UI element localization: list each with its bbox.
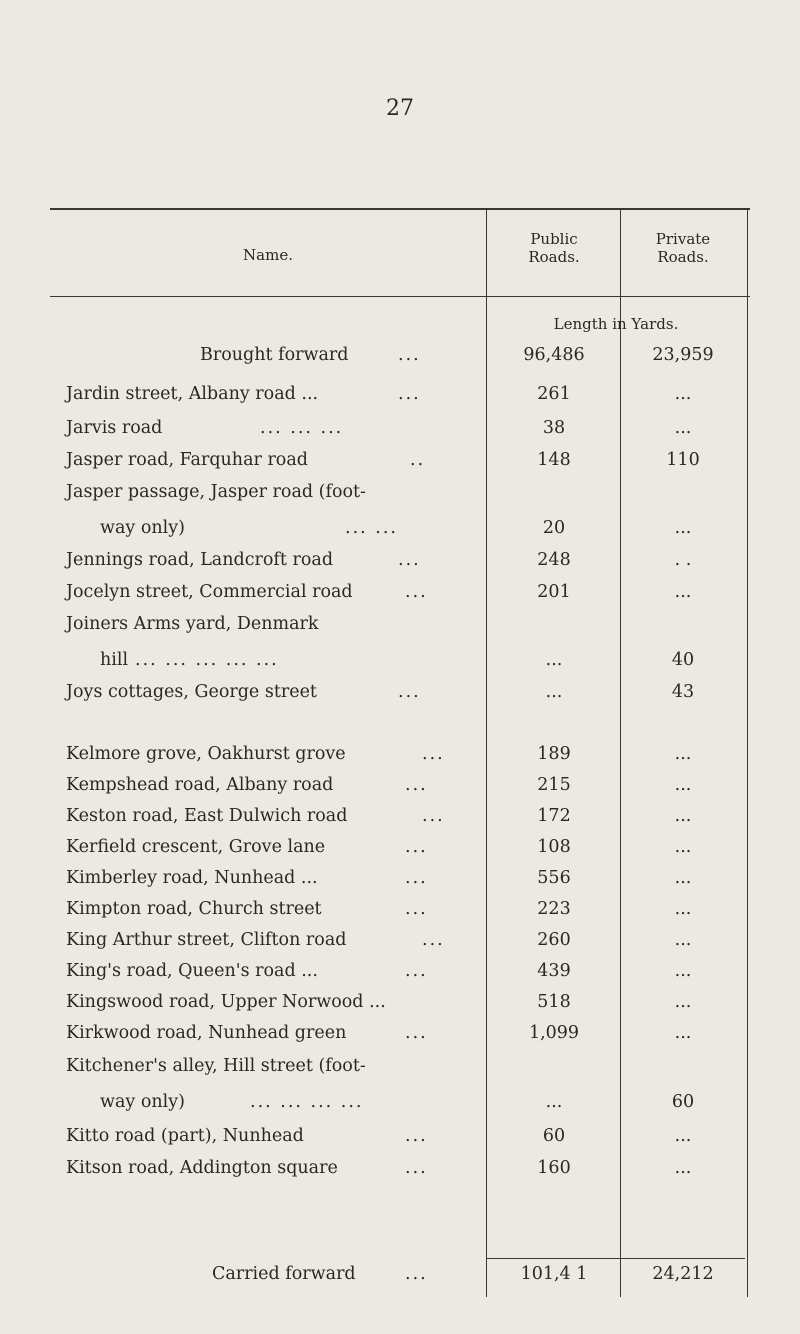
row-name: Kerfield crescent, Grove lane: [66, 837, 326, 857]
private-length: 60: [671, 1092, 695, 1112]
row-name: Carried forward: [212, 1264, 356, 1284]
private-length: ...: [674, 582, 692, 602]
private-length: ...: [674, 775, 692, 795]
leader-dots: ...: [398, 682, 421, 702]
public-length: 223: [537, 899, 571, 919]
leader-dots: ...: [422, 806, 445, 826]
leader-dots: ...: [422, 930, 445, 950]
leader-dots: ...: [398, 550, 421, 570]
table-row: [0, 482, 800, 546]
public-length: 556: [537, 868, 571, 888]
public-length: 439: [537, 961, 571, 981]
table-row: [0, 582, 800, 610]
row-name: Jarvis road: [66, 418, 163, 438]
row-name: Kirkwood road, Nunhead green: [66, 1023, 347, 1043]
leader-dots: ... ...: [345, 518, 398, 538]
private-length: ...: [674, 1126, 692, 1146]
public-length: 261: [537, 384, 571, 404]
table-row: [0, 550, 800, 578]
leader-dots: ...: [405, 775, 428, 795]
private-length: ...: [674, 518, 692, 538]
public-length: 215: [537, 775, 571, 795]
private-total: 24,212: [652, 1264, 714, 1284]
public-length: 160: [537, 1158, 571, 1178]
leader-dots: ...: [405, 582, 428, 602]
private-length: ...: [674, 992, 692, 1012]
header-private-line1: Private: [655, 230, 711, 248]
leader-dots: ..: [410, 450, 426, 470]
leader-dots: ...: [405, 899, 428, 919]
row-name: Jennings road, Landcroft road: [66, 550, 334, 570]
table-row: [0, 1264, 800, 1292]
public-length: 60: [542, 1126, 566, 1146]
leader-dots: ... ... ... ...: [250, 1092, 364, 1112]
row-name: hill: [100, 650, 129, 670]
table-row: [0, 614, 800, 678]
table-row: [0, 345, 800, 373]
table-row: [0, 899, 800, 927]
public-length: 1,099: [528, 1023, 580, 1043]
public-total: 101,4 1: [520, 1264, 588, 1284]
table-top-rule: [50, 208, 750, 210]
private-length: ...: [674, 899, 692, 919]
private-length: ...: [674, 837, 692, 857]
row-name: Kelmore grove, Oakhurst grove: [66, 744, 346, 764]
page-number: 27: [386, 96, 414, 121]
private-length: ...: [674, 961, 692, 981]
table-row: [0, 961, 800, 989]
private-length: 23,959: [652, 345, 714, 365]
table-row: [0, 1158, 800, 1186]
public-length: ...: [545, 1092, 563, 1112]
public-length: ...: [545, 682, 563, 702]
row-name: Kimpton road, Church street: [66, 899, 322, 919]
table-row: [0, 744, 800, 772]
header-bottom-rule: [50, 296, 750, 297]
table-row: [0, 837, 800, 865]
header-private-roads: [621, 230, 745, 266]
table-row: [0, 450, 800, 478]
leader-dots: ...: [405, 1126, 428, 1146]
table-row: [0, 682, 800, 710]
private-length: ...: [674, 1023, 692, 1043]
private-length: 40: [671, 650, 695, 670]
public-length: ...: [545, 650, 563, 670]
private-length: 110: [666, 450, 700, 470]
length-unit-label: Length in Yards.: [553, 315, 679, 333]
row-name: Keston road, East Dulwich road: [66, 806, 348, 826]
public-length: 260: [537, 930, 571, 950]
table-row: [0, 992, 800, 1020]
row-name: Jasper road, Farquhar road: [66, 450, 308, 470]
leader-dots: ... ... ...: [260, 418, 344, 438]
row-name: Jocelyn street, Commercial road: [66, 582, 353, 602]
table-row: [0, 1056, 800, 1120]
table-row: [0, 806, 800, 834]
private-length: . .: [674, 550, 692, 570]
row-name: King Arthur street, Clifton road: [66, 930, 347, 950]
header-private-line2: Roads.: [657, 248, 709, 266]
private-length: ...: [674, 744, 692, 764]
row-name-line1: Jasper passage, Jasper road (foot-: [66, 482, 366, 502]
public-length: 189: [537, 744, 571, 764]
private-length: 43: [671, 682, 695, 702]
leader-dots: ...: [422, 744, 445, 764]
private-length: ...: [674, 806, 692, 826]
leader-dots: ...: [405, 868, 428, 888]
row-name-line1: Kitchener's alley, Hill street (foot-: [66, 1056, 366, 1076]
table-row: [0, 930, 800, 958]
public-length: 38: [542, 418, 566, 438]
public-length: 20: [542, 518, 566, 538]
public-length: 96,486: [523, 345, 585, 365]
row-name: Kingswood road, Upper Norwood ...: [66, 992, 386, 1012]
leader-dots: ...: [405, 1023, 428, 1043]
leader-dots: ...: [398, 384, 421, 404]
header-public-roads: [487, 230, 621, 266]
row-name: Kitson road, Addington square: [66, 1158, 338, 1178]
table-row: [0, 1126, 800, 1154]
private-length: ...: [674, 868, 692, 888]
public-length: 248: [537, 550, 571, 570]
public-length: 108: [537, 837, 571, 857]
private-length: ...: [674, 930, 692, 950]
leader-dots: ...: [398, 345, 421, 365]
row-name: Kimberley road, Nunhead ...: [66, 868, 318, 888]
row-name: Brought forward: [200, 345, 349, 365]
total-rule: [487, 1258, 745, 1259]
private-length: ...: [674, 384, 692, 404]
leader-dots: ...: [405, 837, 428, 857]
public-length: 518: [537, 992, 571, 1012]
private-length: ...: [674, 418, 692, 438]
row-name: way only): [100, 518, 185, 538]
leader-dots: ...: [405, 1158, 428, 1178]
header-public-line1: Public: [530, 230, 578, 248]
leader-dots: ... ... ... ... ...: [135, 650, 279, 670]
row-name: Kitto road (part), Nunhead: [66, 1126, 304, 1146]
private-length: ...: [674, 1158, 692, 1178]
table-row: [0, 1023, 800, 1051]
row-name: Kempshead road, Albany road: [66, 775, 334, 795]
row-name: Joys cottages, George street: [66, 682, 317, 702]
public-length: 201: [537, 582, 571, 602]
table-row: [0, 868, 800, 896]
leader-dots: ...: [405, 961, 428, 981]
table-row: [0, 384, 800, 412]
public-length: 148: [537, 450, 571, 470]
header-name: Name.: [243, 246, 293, 264]
table-row: [0, 418, 800, 446]
row-name-line1: Joiners Arms yard, Denmark: [66, 614, 319, 634]
public-length: 172: [537, 806, 571, 826]
leader-dots: ...: [405, 1264, 428, 1284]
row-name: way only): [100, 1092, 185, 1112]
row-name: King's road, Queen's road ...: [66, 961, 318, 981]
row-name: Jardin street, Albany road ...: [66, 384, 319, 404]
header-public-line2: Roads.: [528, 248, 580, 266]
table-row: [0, 775, 800, 803]
